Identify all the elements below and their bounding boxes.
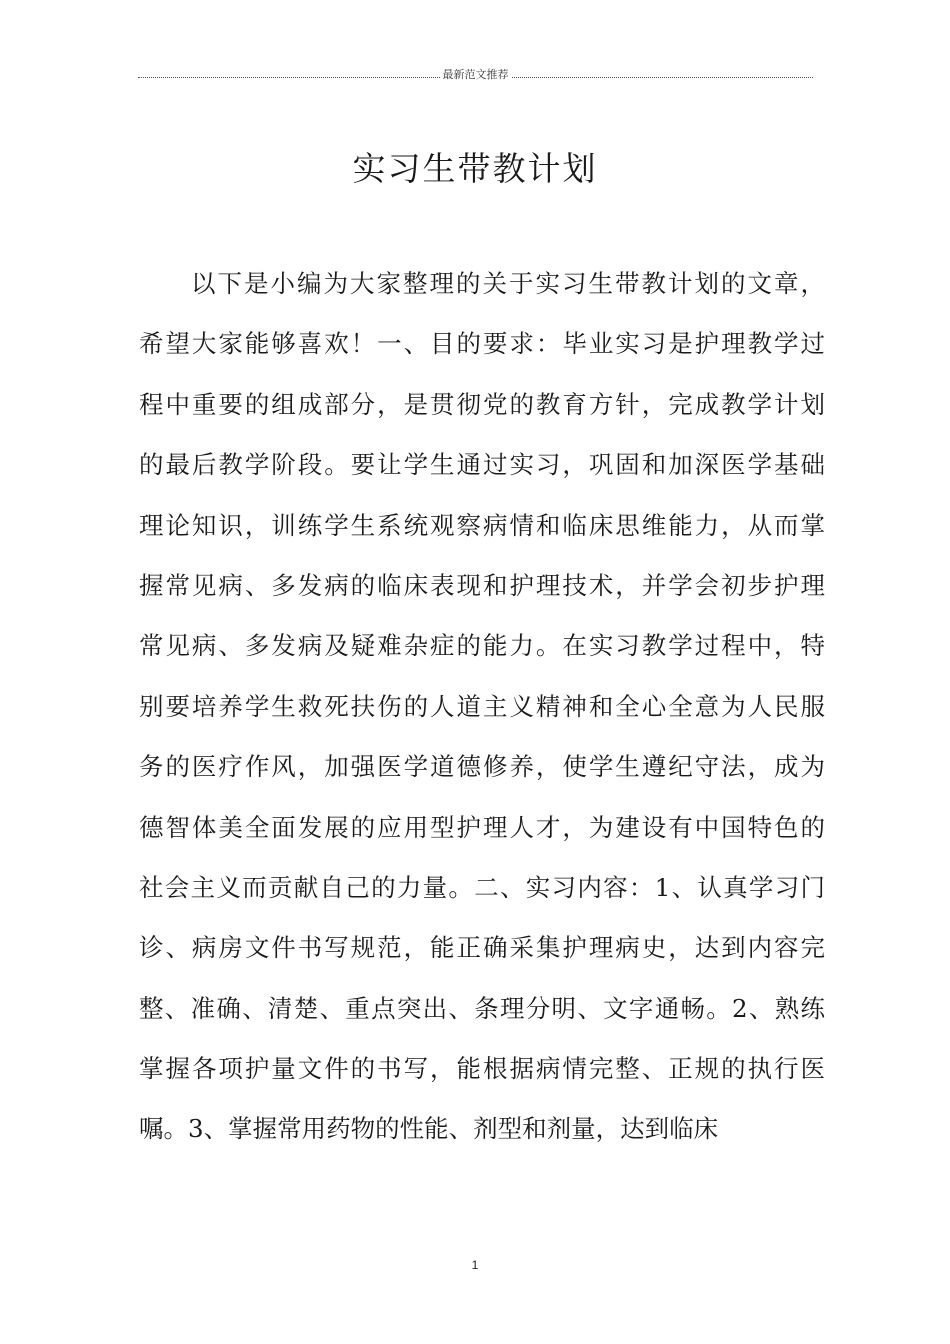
body-line: 握常见病、多发病的临床表现和护理技术，并学会初步护理 (139, 570, 825, 600)
body-line: 常见病、多发病及疑难杂症的能力。在实习教学过程中，特 (139, 631, 825, 661)
body-line: 希望大家能够喜欢！一、目的要求：毕业实习是护理教学过 (139, 329, 825, 359)
body-line: 诊、病房文件书写规范，能正确采集护理病史，达到内容完 (139, 933, 825, 963)
body-line: 理论知识，训练学生系统观察病情和临床思维能力，从而掌 (139, 510, 825, 540)
body-line: 社会主义而贡献自己的力量。二、实习内容：1、认真学习门 (139, 872, 825, 902)
body-line: 整、准确、清楚、重点突出、条理分明、文字通畅。2、熟练 (139, 993, 825, 1023)
header-label: 最新范文推荐 (442, 68, 509, 81)
body-line: 德智体美全面发展的应用型护理人才，为建设有中国特色的 (139, 812, 825, 842)
body-line: 的最后教学阶段。要让学生通过实习，巩固和加深医学基础 (139, 450, 825, 480)
header-dots-right (512, 77, 814, 78)
document-title: 实习生带教计划 (352, 149, 598, 188)
header-dots-left (138, 77, 440, 78)
body-line: 掌握各项护量文件的书写，能根据病情完整、正规的执行医 (139, 1054, 825, 1084)
body-line: 嘱。3、掌握常用药物的性能、剂型和剂量，达到临床 (139, 1114, 719, 1144)
body-line: 务的医疗作风，加强医学道德修养，使学生遵纪守法，成为 (139, 752, 825, 782)
document-body (139, 260, 825, 1166)
page-header (138, 64, 813, 84)
body-line: 以下是小编为大家整理的关于实习生带教计划的文章， (191, 269, 825, 298)
body-line: 程中重要的组成部分，是贯彻党的教育方针，完成教学计划 (139, 389, 825, 419)
body-line: 别要培养学生救死扶伤的人道主义精神和全心全意为人民服 (139, 691, 825, 721)
page-number: 1 (471, 1258, 479, 1272)
